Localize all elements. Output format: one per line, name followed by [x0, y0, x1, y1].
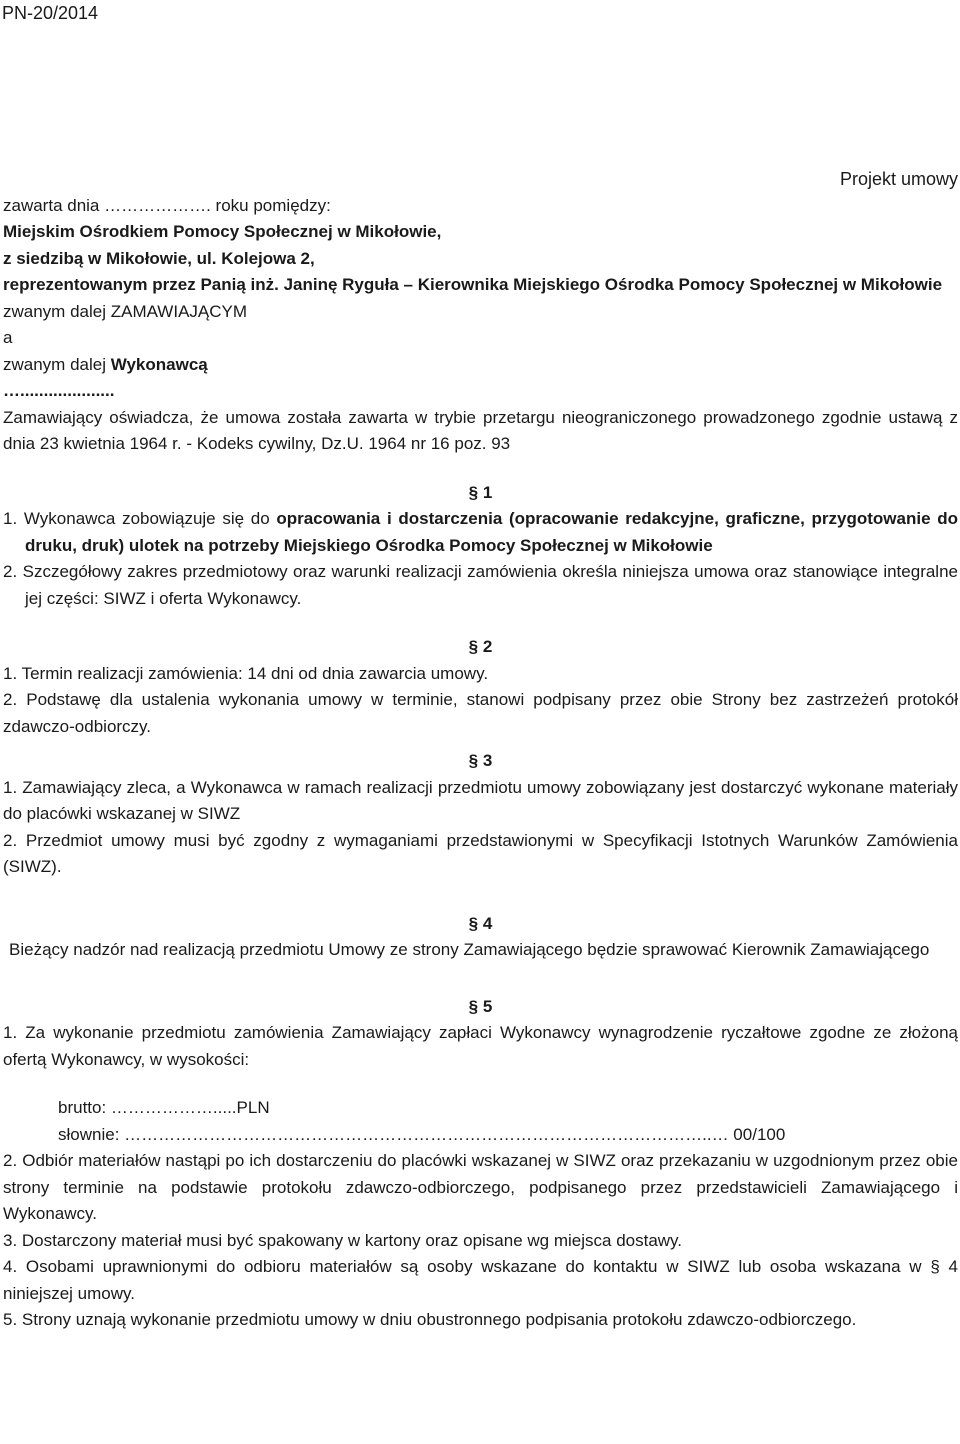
section-2-point-2: 2. Podstawę dla ustalenia wykonania umowy w terminie, stanowi podpisany przez obie Strony bez zastrzeżeń protokół zdawczo-odbiorczy. [3, 690, 958, 736]
section-1-point-1-subject: opracowania i dostarczenia (opracowanie redakcyjne, graficzne, przygotowanie do druku, druk) ulotek na potrzeby Miejskiego Ośrodka Pomocy Społecznej w Mikołowie [25, 509, 958, 555]
section-1-heading: § 1 [468, 482, 493, 502]
section-1-point-2 [3, 559, 958, 612]
intro-contractor-prefix: zwanym dalej [3, 354, 111, 374]
contract-page [3, 166, 958, 1334]
section-2-point-1: 1. Termin realizacji zamówienia: 14 dni od dnia zawarcia umowy. [3, 663, 489, 683]
intro-party-name: Miejskim Ośrodkiem Pomocy Społecznej w Mikołowie, [3, 222, 442, 241]
section-1-point-2-num: 2. [3, 562, 18, 581]
intro-statement: Zamawiający oświadcza, że umowa została zawarta w trybie przetargu nieograniczonego prowadzonego zgodnie ustawą z dnia 23 kwietnia 1964 r. - Kodeks cywilny, Dz.U. 1964 nr 16 poz. 93 [3, 407, 958, 453]
intro-ordering-name: ZAMAWIAJĄCYM [110, 301, 248, 321]
section-5-point-3: 3. Dostarczony materiał musi być spakowany w kartony oraz opisane wg miejsca dostawy. [3, 1230, 683, 1250]
section-3-point-1: 1. Zamawiający zleca, a Wykonawca w ramach realizacji przedmiotu umowy zobowiązany jest dostarczyć wykonane materiały do placówki wskazanej w SIWZ [3, 777, 958, 823]
intro-contractor [3, 352, 958, 379]
section-3-point-2: 2. Przedmiot umowy musi być zgodny z wymaganiami przedstawionymi w Specyfikacji Istotnych Warunków Zamówienia (SIWZ). [3, 830, 958, 876]
section-1-point-1 [3, 506, 958, 559]
intro-ordering-prefix: zwanym dalej [3, 301, 111, 321]
payment-gross-line: brutto: ……………….....PLN [58, 1098, 270, 1117]
project-label: Projekt umowy [839, 169, 958, 189]
section-5-point-4: 4. Osobami uprawnionymi do odbioru materiałów są osoby wskazane do kontaktu w SIWZ lub osoba wskazana w § 4 niniejszej umowy. [3, 1257, 958, 1303]
section-1-point-1-text: Wykonawca zobowiązuje się do [23, 509, 277, 528]
section-3-heading: § 3 [468, 751, 493, 770]
section-2-heading: § 2 [468, 637, 493, 656]
intro-ordering-party [3, 299, 958, 326]
payment-in-words-line: słownie: …………………………………………………………………………………………..… 00/100 [58, 1124, 786, 1144]
section-1-point-2-text: Szczegółowy zakres przedmiotowy oraz warunki realizacji zamówienia określa niniejsza umowa oraz stanowiące integralne jej części: SIWZ i oferta Wykonawcy. [22, 562, 958, 608]
document-id: PN-20/2014 [2, 3, 99, 23]
section-5-heading: § 5 [468, 996, 493, 1016]
intro-contractor-name: Wykonawcą [110, 354, 208, 374]
intro-and: a [3, 328, 13, 347]
section-5-point-1: 1. Za wykonanie przedmiotu zamówienia Zamawiający zapłaci Wykonawcy wynagrodzenie ryczałtowe zgodne ze złożoną ofertą Wykonawcy, w wysokości: [3, 1023, 958, 1069]
section-5-point-2: 2. Odbiór materiałów nastąpi po ich dostarczeniu do placówki wskazanej w SIWZ oraz przekazaniu w uzgodnionym przez obie strony terminie na podstawie protokołu zdawczo-odbiorczego, podpisanego przez przedstawicieli Zamawiającego i Wykonawcy. [3, 1151, 958, 1223]
intro-party-address: z siedzibą w Mikołowie, ul. Kolejowa 2, [3, 248, 315, 268]
section-4-heading: § 4 [468, 913, 493, 933]
intro-date-line: zawarta dnia ………………. roku pomiędzy: [3, 195, 331, 215]
intro-representative: reprezentowanym przez Panią inż. Janinę Ryguła – Kierownika Miejskiego Ośrodka Pomocy Społecznej w Mikołowie [3, 275, 943, 294]
section-4-paragraph: Bieżący nadzór nad realizacją przedmiotu Umowy ze strony Zamawiającego będzie sprawować Kierownik Zamawiającego [9, 940, 930, 959]
section-1-point-1-num: 1. [3, 509, 18, 528]
section-5-point-5: 5. Strony uznają wykonanie przedmiotu umowy w dniu obustronnego podpisania protokołu zdawczo-odbiorczego. [3, 1310, 857, 1329]
intro-contractor-placeholder: ….................... [3, 381, 115, 400]
